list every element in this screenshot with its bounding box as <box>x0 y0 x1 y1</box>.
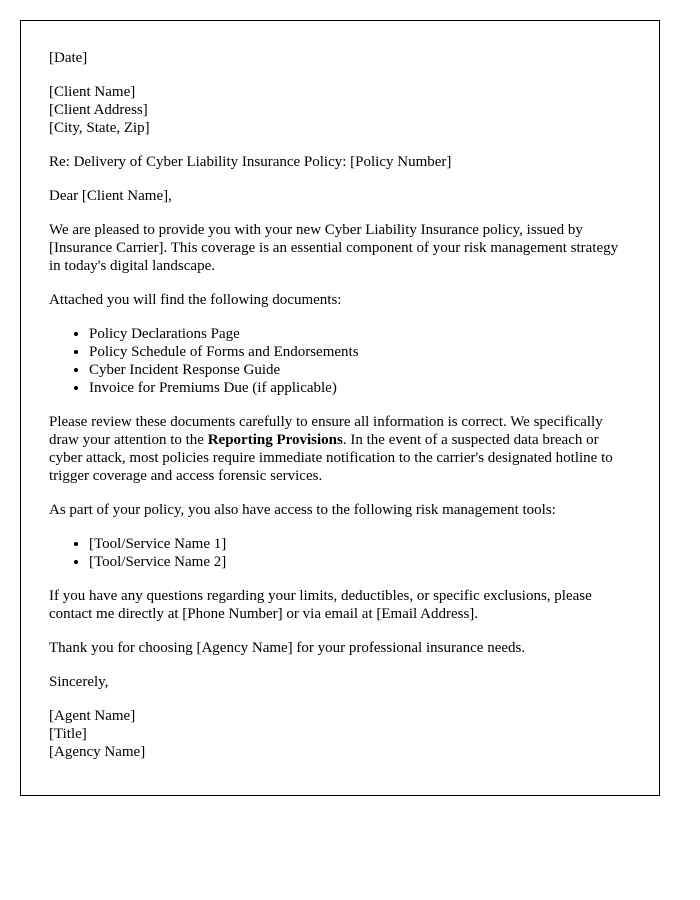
letter-page <box>20 20 660 796</box>
reporting-provisions-emphasis: Reporting Provisions <box>207 432 343 448</box>
tools-intro <box>49 501 631 519</box>
tools-intro-text: As part of your policy, you also have access to the following risk management tools: <box>49 502 556 518</box>
recipient-city-state-zip: [City, State, Zip] <box>49 120 150 136</box>
salutation-text: Dear [Client Name], <box>49 188 172 204</box>
list-item: • Cyber Incident Response Guide <box>89 361 631 379</box>
questions-paragraph <box>49 587 631 623</box>
subject-text: Re: Delivery of Cyber Liability Insurance Policy: [Policy Number] <box>49 154 452 170</box>
attachments-intro-text: Attached you will find the following documents: <box>49 292 342 308</box>
agent-name: [Agent Name] <box>49 708 136 724</box>
recipient-address-block <box>49 83 631 137</box>
thanks-paragraph <box>49 639 631 657</box>
questions-text: If you have any questions regarding your limits, deductibles, or specific exclusions, please contact me directly at [Phone Number] or via email at [Email Address]. <box>49 588 592 622</box>
date-text: [Date] <box>49 50 88 66</box>
tools-list <box>49 535 631 571</box>
intro-text: We are pleased to provide you with your new Cyber Liability Insurance policy, issued by [Insurance Carrier]. This coverage is an essential component of your risk management strategy in today's digital landscape. <box>49 222 619 274</box>
list-item: • [Tool/Service Name 2] <box>89 553 631 571</box>
agency-name: [Agency Name] <box>49 744 146 760</box>
signature-block <box>49 707 631 761</box>
attachments-intro <box>49 291 631 309</box>
review-text <box>49 413 631 485</box>
subject-line <box>49 153 631 171</box>
salutation <box>49 187 631 205</box>
recipient-name: [Client Name] <box>49 84 136 100</box>
attachments-list <box>49 325 631 397</box>
closing <box>49 673 631 691</box>
review-text-before: Please review these documents carefully to ensure all information is correct. We specifically draw your attention to the <box>49 414 603 448</box>
list-item: • Policy Schedule of Forms and Endorsements <box>89 343 631 361</box>
letter-date <box>49 49 631 67</box>
recipient-address: [Client Address] <box>49 102 148 118</box>
list-item: • Policy Declarations Page <box>89 325 631 343</box>
list-item: • Invoice for Premiums Due (if applicable) <box>89 379 631 397</box>
closing-text: Sincerely, <box>49 674 109 690</box>
review-paragraph <box>49 413 631 485</box>
agent-title: [Title] <box>49 726 87 742</box>
list-item: • [Tool/Service Name 1] <box>89 535 631 553</box>
review-text-after: . In the event of a suspected data breach or cyber attack, most policies require immediate notification to the carrier's designated hotline to trigger coverage and access forensic services. <box>49 432 613 484</box>
thanks-text: Thank you for choosing [Agency Name] for your professional insurance needs. <box>49 640 526 656</box>
intro-paragraph <box>49 221 631 275</box>
